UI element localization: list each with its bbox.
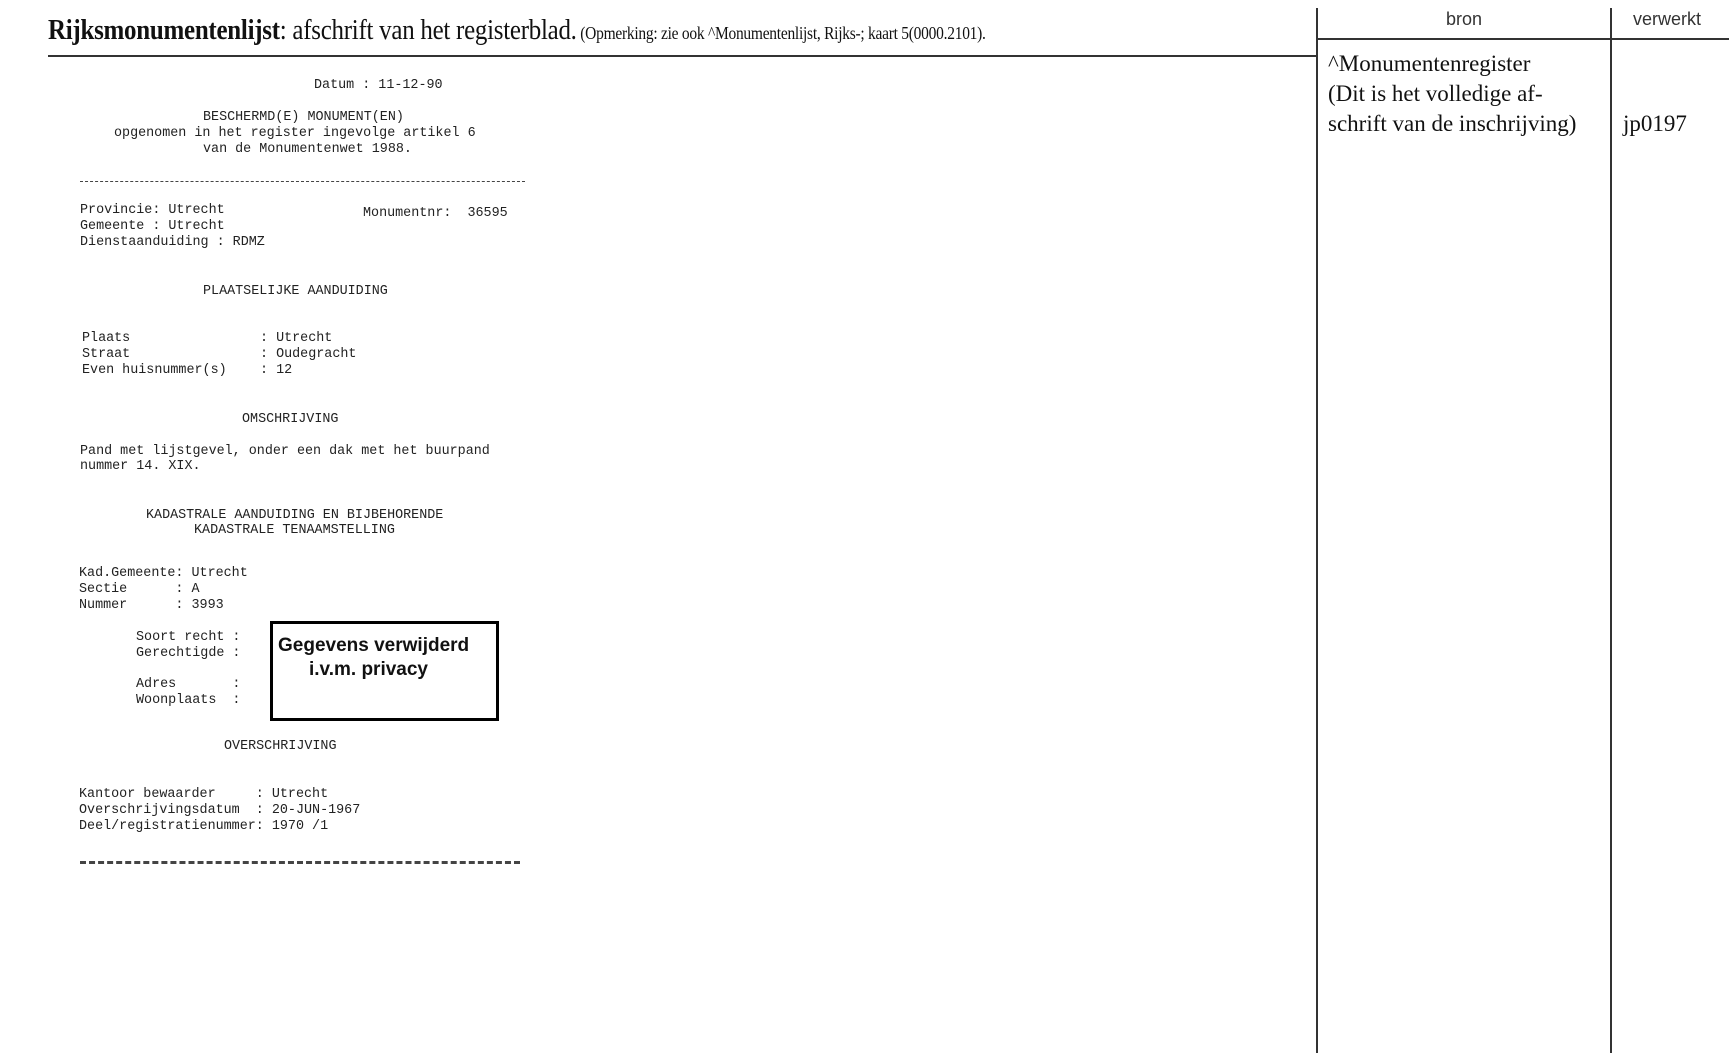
gemeente: Gemeente : Utrecht <box>80 219 225 234</box>
heading: opgenomen in het register ingevolge artikel 6 <box>114 126 476 141</box>
label: Even huisnummer(s) <box>82 363 227 378</box>
page-title: Rijksmonumentenlijst: afschrift van het registerblad. (Opmerking: zie ook ^Monumentenlijst, Rijks-; kaart 5(0000.2101). <box>48 14 986 46</box>
label: Adres : <box>136 677 241 692</box>
privacy-text: i.v.m. privacy <box>309 659 428 680</box>
header-rule <box>1318 38 1729 40</box>
bron-line: schrift van de inschrijving) <box>1328 111 1577 136</box>
section-heading: PLAATSELIJKE AANDUIDING <box>203 284 388 299</box>
label: Plaats <box>82 331 131 346</box>
section-heading: KADASTRALE AANDUIDING EN BIJBEHORENDE <box>146 508 444 523</box>
divider <box>80 181 525 182</box>
deel-registratienummer: Deel/registratienummer: 1970 /1 <box>79 819 329 834</box>
description: nummer 14. XIX. <box>80 459 201 474</box>
section-heading: OMSCHRIJVING <box>242 412 339 427</box>
sectie: Sectie : A <box>79 582 200 597</box>
datum: Datum : 11-12-90 <box>314 78 443 93</box>
column-header-verwerkt: verwerkt <box>1633 9 1702 29</box>
provincie: Provincie: Utrecht <box>80 203 225 218</box>
column-divider <box>1610 8 1612 1053</box>
nummer: Nummer : 3993 <box>79 598 224 613</box>
privacy-box <box>270 621 499 721</box>
section-heading: KADASTRALE TENAAMSTELLING <box>194 523 395 538</box>
kad-gemeente: Kad.Gemeente: Utrecht <box>79 566 248 581</box>
label: Straat <box>82 347 131 362</box>
value: : Oudegracht <box>260 347 357 362</box>
label: Soort recht : <box>136 630 241 645</box>
kantoor: Kantoor bewaarder : Utrecht <box>79 787 329 802</box>
heading: van de Monumentenwet 1988. <box>203 142 412 157</box>
overschrijvingsdatum: Overschrijvingsdatum : 20-JUN-1967 <box>79 803 361 818</box>
privacy-text: Gegevens verwijderd <box>278 635 470 656</box>
end-divider <box>80 861 520 864</box>
description: Pand met lijstgevel, onder een dak met het buurpand <box>80 444 490 459</box>
bron-line: (Dit is het volledige af- <box>1328 81 1543 106</box>
section-heading: OVERSCHRIJVING <box>224 739 337 754</box>
heading: BESCHERMD(E) MONUMENT(EN) <box>203 110 404 125</box>
column-header-bron: bron <box>1446 9 1483 29</box>
value: : 12 <box>260 363 293 378</box>
bron-line: ^Monumentenregister <box>1328 51 1531 76</box>
label: Woonplaats : <box>136 693 241 708</box>
dienstaanduiding: Dienstaanduiding : RDMZ <box>80 235 265 250</box>
monumentnr: Monumentnr: 36595 <box>363 206 508 221</box>
title-rule <box>48 55 1316 57</box>
verwerkt-value: jp0197 <box>1623 111 1687 136</box>
value: : Utrecht <box>260 331 333 346</box>
label: Gerechtigde : <box>136 646 241 661</box>
column-divider <box>1316 8 1318 1053</box>
